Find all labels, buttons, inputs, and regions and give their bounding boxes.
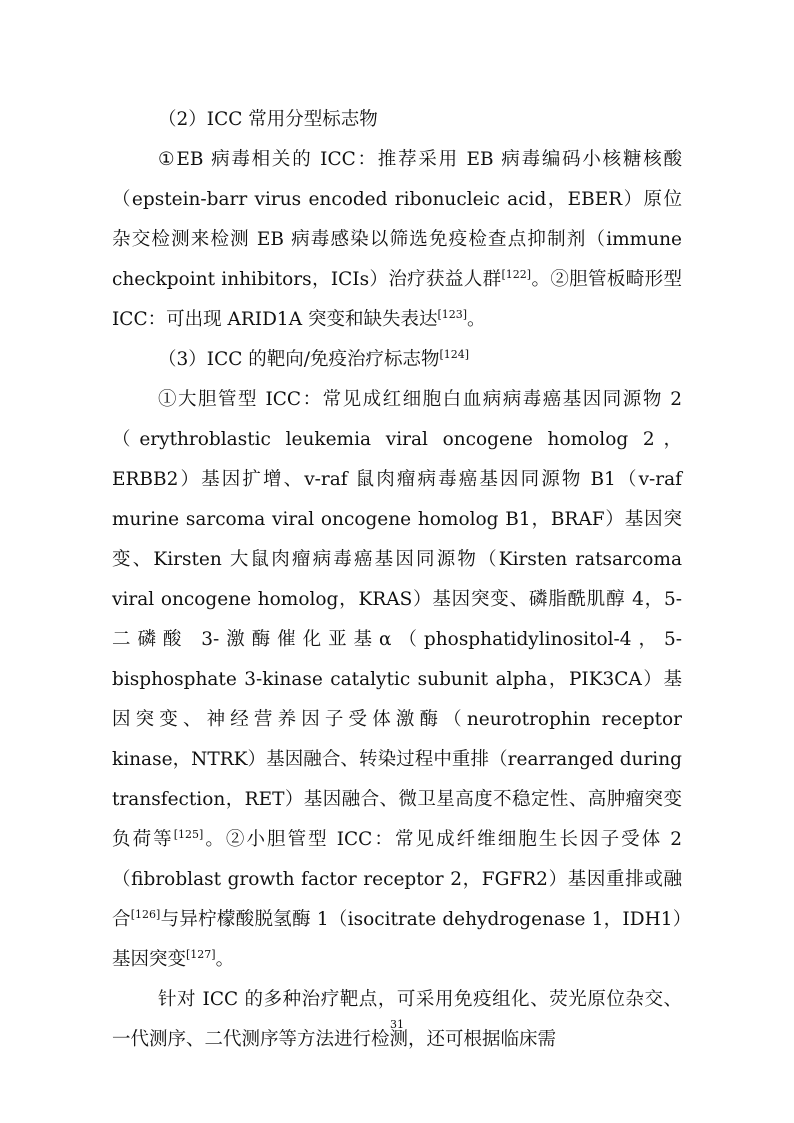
paragraph-text: 。②小胆管型 ICC：常见成纤维细胞生长因子受体 2（fibroblast growth factor receptor 2，FGFR2）基因重排或融合: [112, 829, 682, 930]
paragraph-text: 。②胆管板畸形型 ICC：可出现 ARID1A 突变和缺失表达: [112, 269, 682, 330]
page-number: 31: [390, 1018, 404, 1031]
section-3-paragraph: [112, 380, 682, 980]
section-3-heading-text: （3）ICC 的靶向/免疫治疗标志物: [158, 349, 440, 370]
paragraph-text: ①大胆管型 ICC：常见成红细胞白血病病毒癌基因同源物 2（erythroblastic leukemia viral oncogene homolog 2，ERBB2）基因扩增、v-raf 鼠肉瘤病毒癌基因同源物 B1（v-raf murine sarcoma viral oncogene homolog B1，BRAF）基因突变、Kirsten 大鼠肉瘤病毒癌基因同源物（Kirsten ratsarcoma viral oncogene homolog，KRAS）基因突变、磷脂酰肌醇 4，5-二磷酸 3-激酶催化亚基α（phosphatidylinositol-4，5-bisphosphate 3-kinase catalytic subunit alpha，PIK3CA）基因突变、神经营养因子受体激酶（neurotrophin receptor kinase，NTRK）基因融合、转染过程中重排（rearranged during transfection，RET）基因融合、微卫星高度不稳定性、高肿瘤突变负荷等: [112, 389, 682, 850]
citation-ref[interactable]: [124]: [439, 347, 470, 361]
section-2-heading: [112, 100, 682, 140]
citation-ref[interactable]: [126]: [130, 907, 161, 921]
section-2-heading-text: （2）ICC 常用分型标志物: [158, 109, 378, 130]
section-3-heading: [112, 340, 682, 380]
citation-ref[interactable]: [122]: [501, 267, 532, 281]
paragraph-text: 。: [215, 949, 235, 970]
document-body: [112, 100, 682, 1060]
paragraph-text: 与异柠檬酸脱氢酶 1（isocitrate dehydrogenase 1，IDH1）基因突变: [112, 909, 682, 970]
section-2-paragraph: [112, 140, 682, 340]
paragraph-text: 。: [467, 309, 486, 330]
citation-ref[interactable]: [127]: [186, 947, 216, 961]
paragraph-text: ①EB 病毒相关的 ICC：推荐采用 EB 病毒编码小核糖核酸（epstein-barr virus encoded ribonucleic acid，EBER）原位杂交检测来检测 EB 病毒感染以筛选免疫检查点抑制剂（immune checkpoint inhibitors，ICIs）治疗获益人群: [112, 149, 682, 290]
citation-ref[interactable]: [123]: [437, 307, 468, 321]
citation-ref[interactable]: [125]: [173, 827, 204, 841]
paragraph-text: 针对 ICC 的多种治疗靶点，可采用免疫组化、荧光原位杂交、一代测序、二代测序等方法进行检测，还可根据临床需: [112, 989, 682, 1050]
